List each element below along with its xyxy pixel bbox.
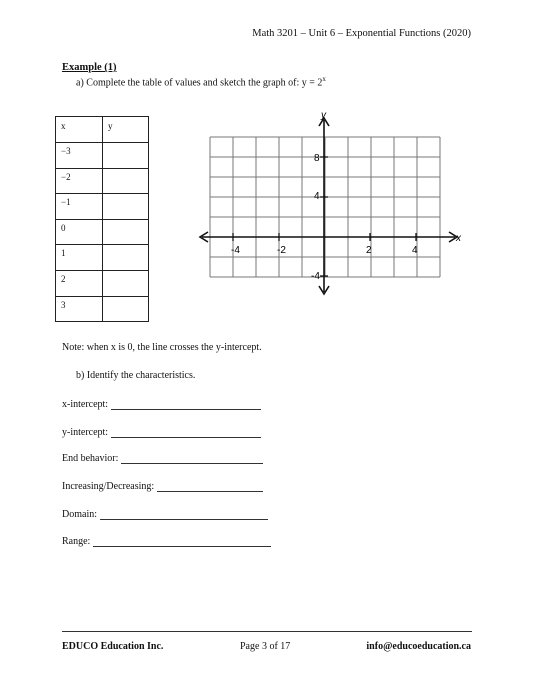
- table-row: [56, 245, 149, 271]
- part-a-exponent: x: [322, 75, 326, 83]
- table-row: [56, 296, 149, 322]
- table-row: [56, 219, 149, 245]
- x-axis-label: x: [456, 233, 461, 244]
- x-value-cell: 3: [56, 296, 103, 322]
- coordinate-grid[interactable]: [190, 110, 465, 300]
- increasing-decreasing-label: Increasing/Decreasing:: [62, 481, 155, 492]
- y-intercept-answer-line[interactable]: [111, 427, 261, 438]
- note-text: Note: when x is 0, the line crosses the y-intercept.: [62, 342, 262, 353]
- x-value-cell: −2: [56, 168, 103, 194]
- x-intercept-answer-line[interactable]: [111, 399, 261, 410]
- x-value-cell: 1: [56, 245, 103, 271]
- y-value-cell[interactable]: [103, 194, 149, 220]
- x-tick-label: -4: [231, 245, 240, 256]
- y-intercept-label: y-intercept:: [62, 427, 109, 438]
- table-row: [56, 270, 149, 296]
- y-value-cell[interactable]: [103, 245, 149, 271]
- page-header: Math 3201 – Unit 6 – Exponential Functions (2020): [252, 28, 471, 39]
- end-behavior-field: [62, 453, 263, 464]
- footer-company: EDUCO Education Inc.: [62, 641, 164, 652]
- x-tick-label: -2: [277, 245, 286, 256]
- y-value-cell[interactable]: [103, 143, 149, 169]
- example-title: Example (1): [62, 62, 117, 73]
- y-axis: [319, 118, 329, 294]
- x-tick-label: 4: [412, 245, 418, 256]
- grid-lines: [210, 137, 440, 277]
- end-behavior-label: End behavior:: [62, 453, 119, 464]
- x-tick-label: 2: [366, 245, 372, 256]
- y-tick-label: -4: [311, 271, 320, 282]
- table-header-row: [56, 117, 149, 143]
- x-value-cell: −3: [56, 143, 103, 169]
- increasing-decreasing-field: [62, 481, 263, 492]
- y-axis-label: y: [321, 110, 326, 121]
- table-row: [56, 143, 149, 169]
- increasing-decreasing-answer-line[interactable]: [157, 481, 263, 492]
- y-column-header: y: [103, 117, 149, 143]
- footer-divider: [62, 631, 472, 632]
- y-intercept-field: [62, 427, 261, 438]
- table-of-values: [55, 116, 149, 322]
- x-value-cell: −1: [56, 194, 103, 220]
- footer-email: info@educoeducation.ca: [366, 641, 471, 652]
- y-value-cell[interactable]: [103, 296, 149, 322]
- table-row: [56, 194, 149, 220]
- domain-answer-line[interactable]: [100, 509, 268, 520]
- table-row: [56, 168, 149, 194]
- x-axis: [200, 232, 457, 242]
- range-field: [62, 536, 271, 547]
- part-a-text: a) Complete the table of values and sketch the graph of: y = 2: [76, 77, 323, 89]
- range-label: Range:: [62, 536, 91, 547]
- part-b-instruction: b) Identify the characteristics.: [76, 370, 196, 381]
- y-value-cell[interactable]: [103, 168, 149, 194]
- y-value-cell[interactable]: [103, 219, 149, 245]
- end-behavior-answer-line[interactable]: [121, 453, 263, 464]
- domain-label: Domain:: [62, 509, 97, 520]
- x-intercept-field: [62, 399, 261, 410]
- y-tick-label: 8: [314, 153, 320, 164]
- footer-page-number: Page 3 of 17: [240, 641, 291, 652]
- x-column-header: x: [56, 117, 103, 143]
- part-a-instruction: [76, 75, 326, 88]
- x-intercept-label: x-intercept:: [62, 399, 109, 410]
- domain-field: [62, 509, 268, 520]
- y-value-cell[interactable]: [103, 270, 149, 296]
- x-value-cell: 0: [56, 219, 103, 245]
- x-value-cell: 2: [56, 270, 103, 296]
- range-answer-line[interactable]: [93, 536, 271, 547]
- y-tick-label: 4: [314, 191, 320, 202]
